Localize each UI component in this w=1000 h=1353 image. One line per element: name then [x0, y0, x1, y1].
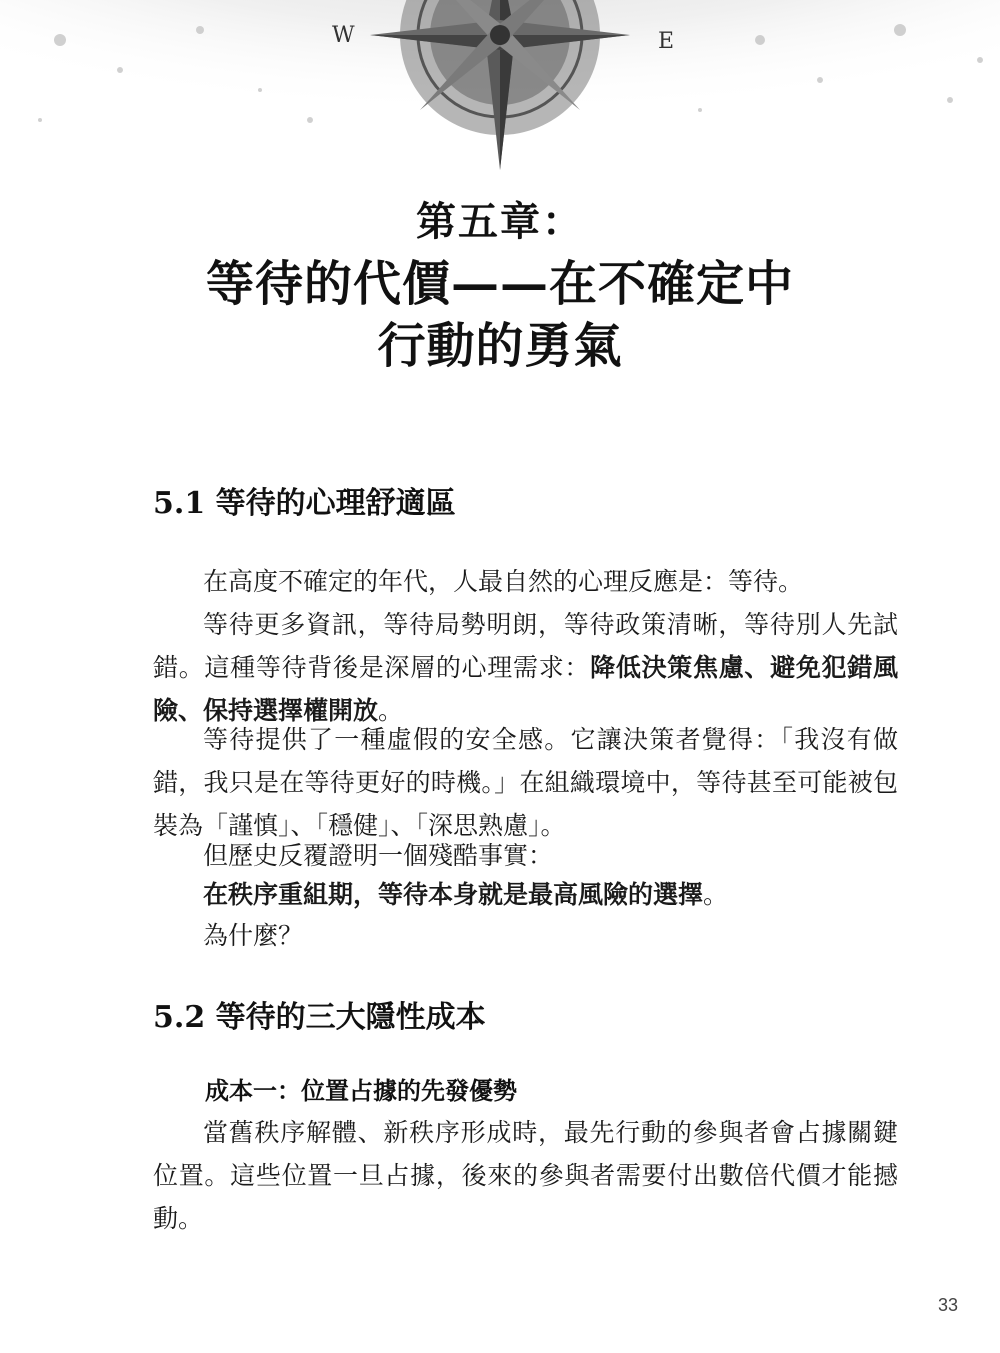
paragraph-text: 。 [703, 880, 729, 909]
chapter-title-line-1: 等待的代價——在不確定中 [205, 256, 794, 312]
paragraph: 等待提供了一種虛假的安全感。它讓決策者覺得：「我沒有做錯，我只是在等待更好的時機。」在組織環境中，等待甚至可能被包裝為「謹慎」、「穩健」、「深思熟慮」。 [153, 725, 898, 840]
paragraph: 當舊秩序解體、新秩序形成時，最先行動的參與者會占據關鍵位置。這些位置一旦占據，後來的參與者需要付出數倍代價才能撼動。 [153, 1118, 898, 1233]
paragraph-emphasis-line [153, 873, 898, 916]
chapter-label: 第五章： [416, 198, 584, 245]
compass-east-label: E [658, 29, 675, 54]
compass-header-illustration [0, 0, 1000, 190]
paragraph-text: 等待更多資訊，等待局勢明朗，等待政策清晰，等待別人先試錯。這種等待背後是深層的心理需求： [153, 610, 898, 682]
paragraph-emphasis: 在秩序重組期，等待本身就是最高風險的選擇 [203, 880, 704, 909]
paragraph: 但歷史反覆證明一個殘酷事實： [203, 841, 554, 870]
compass-west-label: W [332, 23, 355, 48]
section-heading-5-2: 5.2 等待的三大隱性成本 [153, 1000, 486, 1035]
paragraph [153, 603, 898, 732]
paragraph: 為什麼？ [203, 921, 304, 950]
paragraph: 在高度不確定的年代，人最自然的心理反應是：等待。 [203, 567, 804, 596]
paragraph-emphasis: 降低決策焦慮、避免犯錯風險、保持選擇權開放 [153, 653, 898, 725]
sub-heading-cost-1: 成本一：位置占據的先發優勢 [205, 1076, 517, 1105]
section-heading-5-1: 5.1 等待的心理舒適區 [153, 486, 456, 521]
paragraph-text: 。 [378, 696, 404, 725]
chapter-title-line-2: 行動的勇氣 [377, 318, 623, 374]
page-number: 33 [937, 1295, 958, 1315]
